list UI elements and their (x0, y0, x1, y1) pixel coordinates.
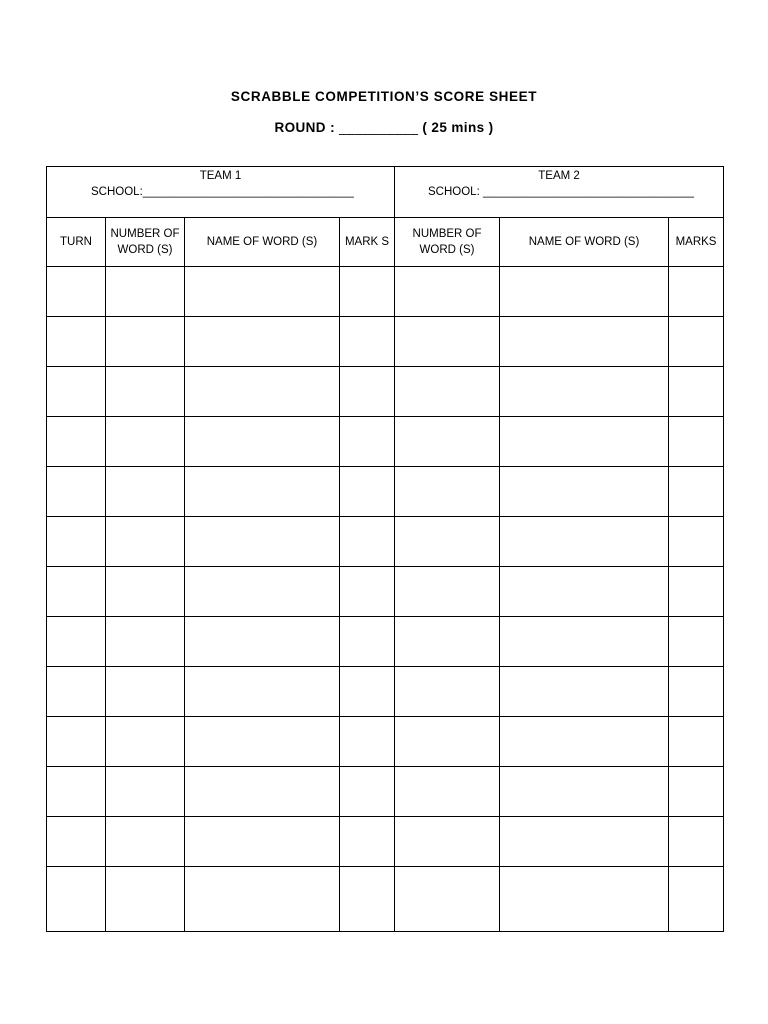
cell-team2-name[interactable] (500, 467, 669, 517)
cell-team2-name[interactable] (500, 367, 669, 417)
team2-header (395, 167, 724, 218)
table-row (47, 567, 724, 617)
cell-team1-number[interactable] (106, 867, 185, 932)
team1-header (47, 167, 395, 218)
cell-team2-marks[interactable] (669, 617, 724, 667)
col-team1-number: NUMBER OF WORD (S) (106, 218, 185, 267)
cell-team2-name[interactable] (500, 667, 669, 717)
cell-team1-marks[interactable] (340, 267, 395, 317)
col-team1-name: NAME OF WORD (S) (185, 218, 340, 267)
team2-school: SCHOOL: _________________________________ (428, 186, 695, 198)
table-row (47, 617, 724, 667)
cell-team2-marks[interactable] (669, 417, 724, 467)
table-row (47, 467, 724, 517)
cell-team1-number[interactable] (106, 317, 185, 367)
cell-team2-number[interactable] (395, 517, 500, 567)
cell-team1-number[interactable] (106, 517, 185, 567)
cell-team2-name[interactable] (500, 267, 669, 317)
cell-team2-marks[interactable] (669, 667, 724, 717)
table-row (47, 417, 724, 467)
cell-turn[interactable] (47, 667, 106, 717)
cell-team1-name[interactable] (185, 267, 340, 317)
score-table (46, 166, 724, 932)
cell-turn[interactable] (47, 867, 106, 932)
cell-team2-marks[interactable] (669, 367, 724, 417)
table-row (47, 817, 724, 867)
cell-team2-marks[interactable] (669, 267, 724, 317)
cell-team1-marks[interactable] (340, 767, 395, 817)
table-row (47, 367, 724, 417)
cell-team2-name[interactable] (500, 767, 669, 817)
cell-team1-name[interactable] (185, 317, 340, 367)
cell-team2-marks[interactable] (669, 767, 724, 817)
cell-team1-name[interactable] (185, 667, 340, 717)
cell-team1-number[interactable] (106, 367, 185, 417)
cell-team2-name[interactable] (500, 567, 669, 617)
cell-team1-marks[interactable] (340, 617, 395, 667)
cell-team2-number[interactable] (395, 767, 500, 817)
cell-team2-marks[interactable] (669, 717, 724, 767)
cell-team1-name[interactable] (185, 717, 340, 767)
table-row (47, 267, 724, 317)
cell-team2-number[interactable] (395, 567, 500, 617)
cell-team1-name[interactable] (185, 567, 340, 617)
cell-team2-number[interactable] (395, 667, 500, 717)
cell-team2-name[interactable] (500, 717, 669, 767)
cell-team2-number[interactable] (395, 317, 500, 367)
cell-team2-number[interactable] (395, 717, 500, 767)
team-header-row (47, 167, 724, 218)
table-row (47, 667, 724, 717)
round-line (0, 120, 768, 135)
cell-team1-number[interactable] (106, 467, 185, 517)
col-team2-number: NUMBER OF WORD (S) (395, 218, 500, 267)
cell-team1-number[interactable] (106, 267, 185, 317)
cell-team2-marks[interactable] (669, 317, 724, 367)
cell-team1-name[interactable] (185, 767, 340, 817)
cell-team1-name[interactable] (185, 417, 340, 467)
cell-team2-number[interactable] (395, 267, 500, 317)
cell-team1-name[interactable] (185, 617, 340, 667)
table-row (47, 867, 724, 932)
cell-turn[interactable] (47, 367, 106, 417)
cell-team1-marks[interactable] (340, 567, 395, 617)
cell-team1-name[interactable] (185, 867, 340, 932)
cell-team1-number[interactable] (106, 667, 185, 717)
cell-team1-number[interactable] (106, 567, 185, 617)
cell-turn[interactable] (47, 317, 106, 367)
cell-team2-name[interactable] (500, 317, 669, 367)
round-duration: ( 25 mins ) (422, 120, 494, 135)
cell-team1-name[interactable] (185, 817, 340, 867)
sheet-title: SCRABBLE COMPETITION’S SCORE SHEET (230, 89, 538, 104)
team1-name: TEAM 1 (199, 170, 242, 182)
cell-team2-marks[interactable] (669, 467, 724, 517)
cell-team1-marks[interactable] (340, 517, 395, 567)
cell-team1-marks[interactable] (340, 817, 395, 867)
cell-turn[interactable] (47, 517, 106, 567)
cell-team1-number[interactable] (106, 617, 185, 667)
col-turn: TURN (47, 218, 106, 267)
cell-team2-name[interactable] (500, 817, 669, 867)
cell-team1-marks[interactable] (340, 367, 395, 417)
cell-turn[interactable] (47, 467, 106, 517)
cell-team2-name[interactable] (500, 417, 669, 467)
cell-team2-marks[interactable] (669, 567, 724, 617)
cell-team1-number[interactable] (106, 767, 185, 817)
cell-turn[interactable] (47, 417, 106, 467)
round-label: ROUND : (274, 120, 335, 135)
round-blank: __________ (339, 120, 419, 135)
cell-team1-marks[interactable] (340, 867, 395, 932)
table-row (47, 717, 724, 767)
cell-team1-marks[interactable] (340, 317, 395, 367)
cell-team2-number[interactable] (395, 367, 500, 417)
cell-team2-marks[interactable] (669, 867, 724, 932)
cell-turn[interactable] (47, 617, 106, 667)
cell-team1-name[interactable] (185, 517, 340, 567)
cell-team2-name[interactable] (500, 517, 669, 567)
cell-team2-name[interactable] (500, 617, 669, 667)
cell-team2-name[interactable] (500, 867, 669, 932)
cell-team2-number[interactable] (395, 867, 500, 932)
cell-team1-name[interactable] (185, 467, 340, 517)
cell-team2-number[interactable] (395, 467, 500, 517)
cell-turn[interactable] (47, 717, 106, 767)
cell-team1-number[interactable] (106, 417, 185, 467)
cell-turn[interactable] (47, 817, 106, 867)
cell-team2-number[interactable] (395, 417, 500, 467)
cell-team1-name[interactable] (185, 367, 340, 417)
cell-team1-marks[interactable] (340, 667, 395, 717)
cell-turn[interactable] (47, 267, 106, 317)
cell-team2-number[interactable] (395, 817, 500, 867)
table-row (47, 517, 724, 567)
column-header-row (47, 218, 724, 267)
table-row (47, 317, 724, 367)
cell-team2-marks[interactable] (669, 817, 724, 867)
cell-team2-marks[interactable] (669, 517, 724, 567)
col-team1-marks: MARK S (340, 218, 395, 267)
cell-team1-marks[interactable] (340, 417, 395, 467)
cell-team2-number[interactable] (395, 617, 500, 667)
cell-turn[interactable] (47, 767, 106, 817)
score-rows (47, 267, 724, 932)
table-row (47, 767, 724, 817)
col-team2-name: NAME OF WORD (S) (500, 218, 669, 267)
cell-team1-number[interactable] (106, 817, 185, 867)
col-team2-marks: MARKS (669, 218, 724, 267)
cell-team1-marks[interactable] (340, 717, 395, 767)
team1-school: SCHOOL:_________________________________ (91, 186, 354, 198)
cell-turn[interactable] (47, 567, 106, 617)
cell-team1-number[interactable] (106, 717, 185, 767)
team2-name: TEAM 2 (538, 170, 580, 182)
cell-team1-marks[interactable] (340, 467, 395, 517)
